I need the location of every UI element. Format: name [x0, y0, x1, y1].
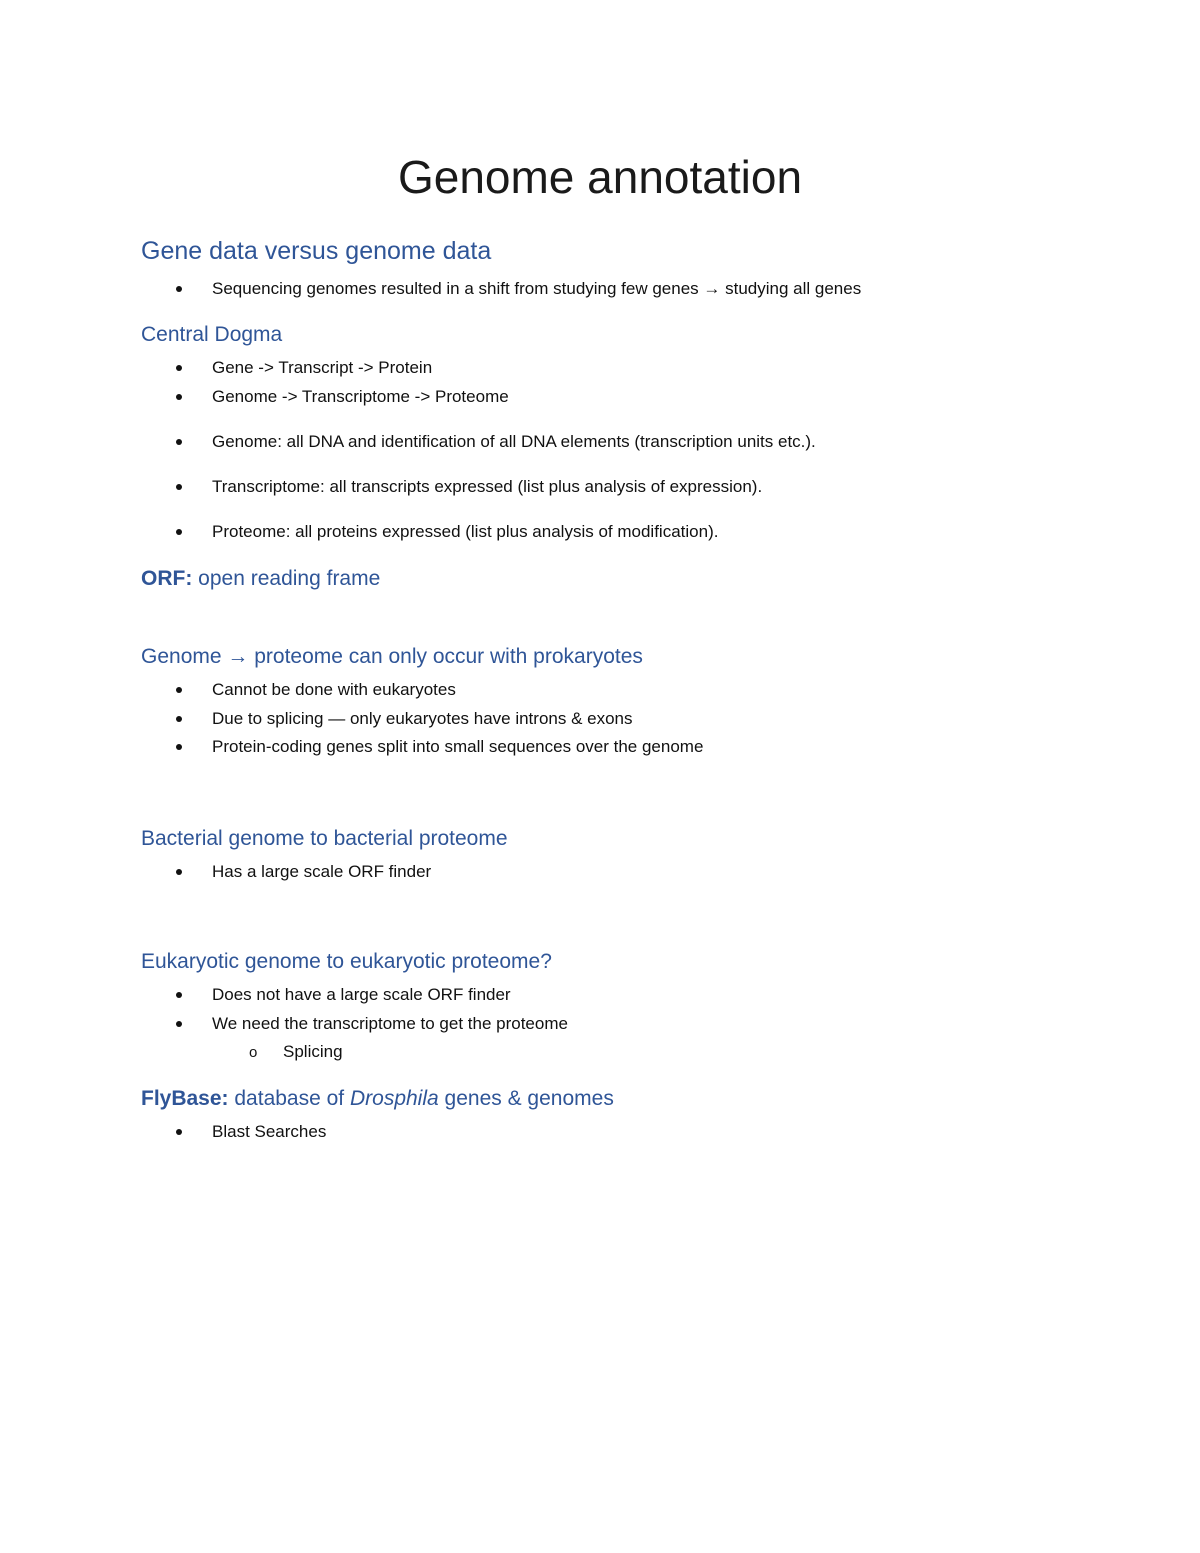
orf-term: ORF: — [141, 567, 193, 590]
list-item: Transcriptome: all transcripts expressed (list plus analysis of expression). — [212, 475, 762, 499]
list-item: Cannot be done with eukaryotes — [212, 678, 456, 702]
sub-list-item: Splicing — [283, 1042, 343, 1061]
list-item: Proteome: all proteins expressed (list plus analysis of modification). — [212, 520, 718, 544]
list-item: Does not have a large scale ORF finder — [212, 983, 511, 1007]
flybase-term: FlyBase: — [141, 1087, 229, 1110]
heading-central-dogma: Central Dogma — [141, 323, 283, 346]
list-item: Genome -> Transcriptome -> Proteome — [212, 385, 509, 409]
list-item: Blast Searches — [212, 1120, 326, 1144]
flybase-def-italic: Drosphila — [349, 1087, 439, 1110]
page-title: Genome annotation — [397, 151, 803, 203]
heading-orf — [141, 565, 380, 593]
list-item: Due to splicing — only eukaryotes have introns & exons — [212, 707, 633, 731]
heading-eukaryotic: Eukaryotic genome to eukaryotic proteome? — [141, 950, 552, 973]
list-item: We need the transcriptome to get the proteome — [212, 1012, 568, 1036]
sub-bullet-marker: o — [249, 1044, 258, 1061]
heading-bacterial: Bacterial genome to bacterial proteome — [141, 827, 508, 850]
heading-genome-proteome: Genome → proteome can only occur with prokaryotes — [141, 645, 643, 668]
list-item: Genome: all DNA and identification of all DNA elements (transcription units etc.). — [212, 430, 816, 454]
flybase-def-post: genes & genomes — [438, 1087, 614, 1110]
list-item: Protein-coding genes split into small sequences over the genome — [212, 735, 703, 759]
heading-gene-vs-genome: Gene data versus genome data — [141, 237, 492, 265]
list-item: Has a large scale ORF finder — [212, 860, 431, 884]
heading-flybase — [141, 1085, 614, 1113]
list-item: Sequencing genomes resulted in a shift from studying few genes → studying all genes — [212, 277, 861, 301]
list-item: Gene -> Transcript -> Protein — [212, 356, 432, 380]
flybase-def-pre: database of — [228, 1087, 350, 1110]
orf-definition: open reading frame — [192, 567, 381, 590]
